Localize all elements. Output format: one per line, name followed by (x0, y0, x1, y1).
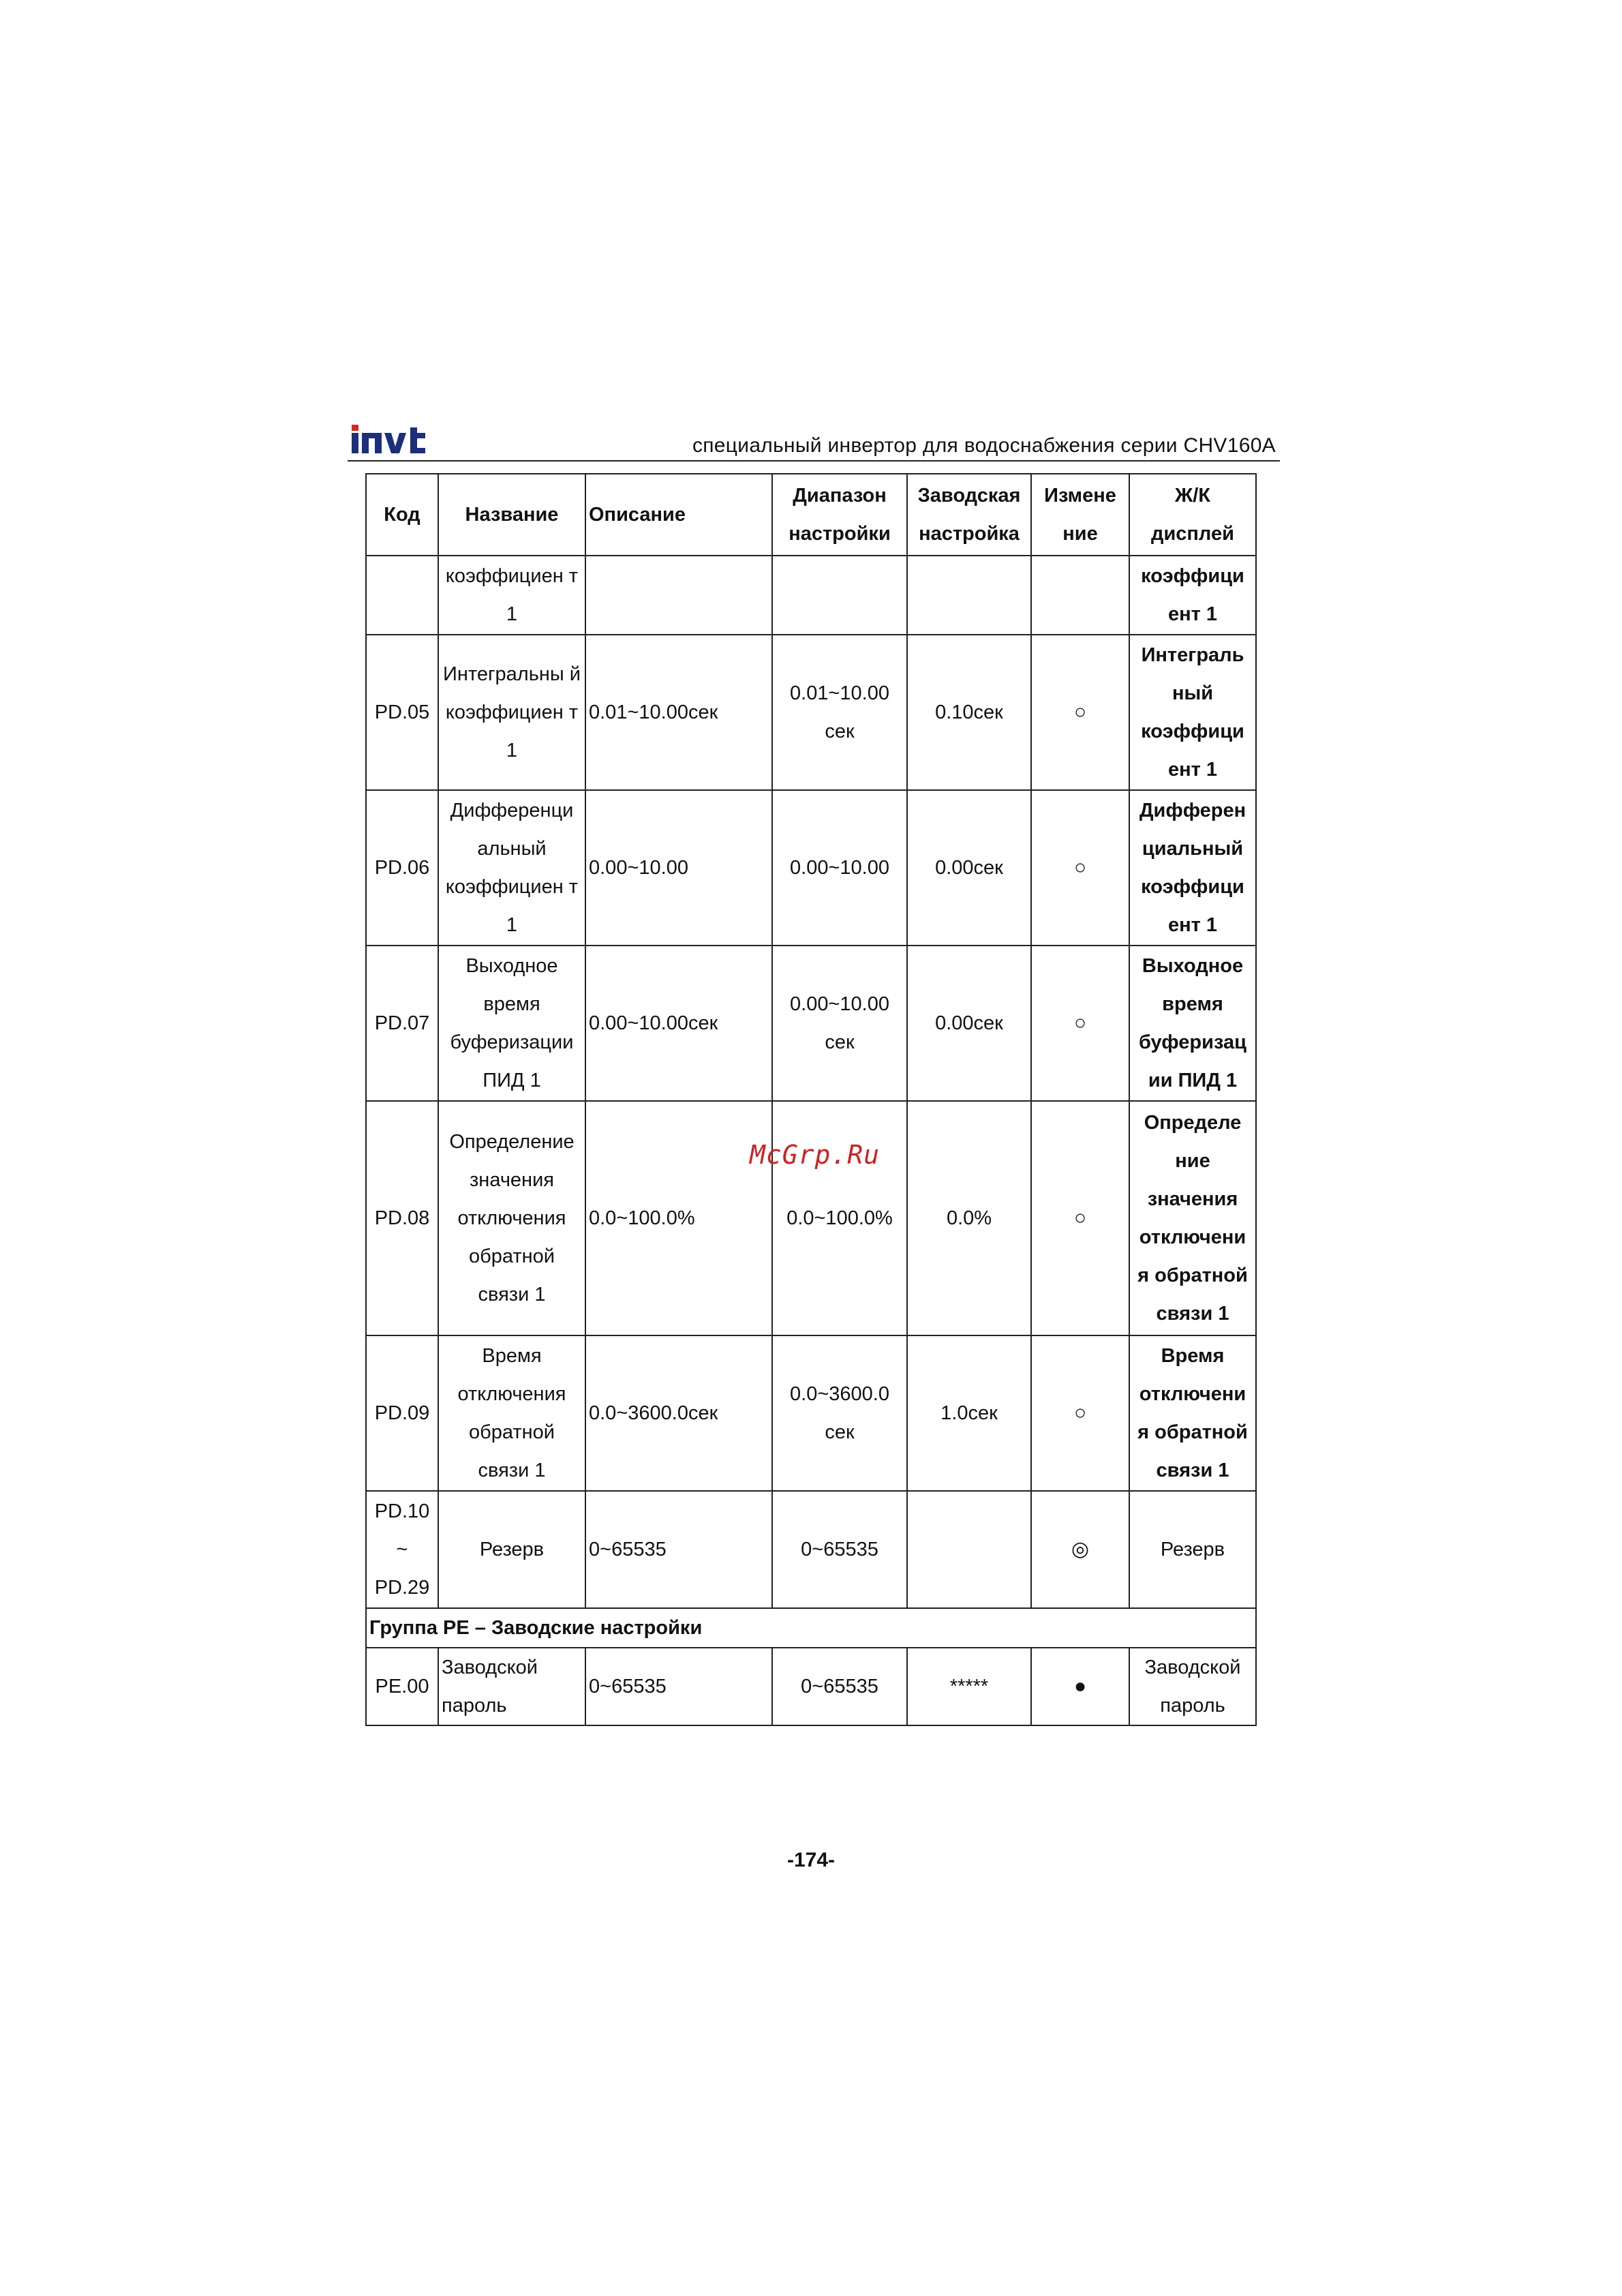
invt-logo (350, 423, 427, 455)
display-cell: Заводской пароль (1129, 1648, 1256, 1725)
column-header-default: Заводская настройка (907, 474, 1031, 556)
table-header-row (366, 474, 1256, 556)
description-cell (585, 556, 772, 635)
default-cell (907, 1491, 1031, 1608)
default-cell: 0.00сек (907, 946, 1031, 1101)
parameters-table (365, 473, 1257, 1726)
description-cell: 0~65535 (585, 1491, 772, 1608)
name-cell: Определение значения отключения обратной связи 1 (438, 1101, 585, 1335)
column-header-display: Ж/К дисплей (1129, 474, 1256, 556)
description-cell: 0.01~10.00сек (585, 635, 772, 790)
description-cell: 0.00~10.00 (585, 790, 772, 946)
table-row (366, 790, 1256, 946)
code-cell: PE.00 (366, 1648, 438, 1725)
watermark-text: McGrp.Ru (750, 1140, 881, 1170)
default-cell: ***** (907, 1648, 1031, 1725)
column-header-code: Код (366, 474, 438, 556)
code-cell: PD.08 (366, 1101, 438, 1335)
default-cell (907, 556, 1031, 635)
description-cell: 0.0~100.0% (585, 1101, 772, 1335)
change-cell (1031, 556, 1129, 635)
name-cell: Заводской пароль (438, 1648, 585, 1725)
description-cell: 0~65535 (585, 1648, 772, 1725)
change-cell: ● (1031, 1648, 1129, 1725)
code-cell (366, 556, 438, 635)
name-cell: Время отключения обратной связи 1 (438, 1335, 585, 1491)
range-cell: 0.0~3600.0 сек (772, 1335, 907, 1491)
code-cell: PD.05 (366, 635, 438, 790)
display-cell: Резерв (1129, 1491, 1256, 1608)
display-cell: Дифферен циальный коэффици ент 1 (1129, 790, 1256, 946)
range-cell: 0.00~10.00 (772, 790, 907, 946)
group-row (366, 1608, 1256, 1648)
table-row (366, 1101, 1256, 1335)
default-cell: 0.00сек (907, 790, 1031, 946)
range-cell: 0.0~100.0% (772, 1101, 907, 1335)
code-cell: PD.06 (366, 790, 438, 946)
range-cell: 0.00~10.00 сек (772, 946, 907, 1101)
table-row (366, 1648, 1256, 1725)
change-cell: ○ (1031, 1335, 1129, 1491)
column-header-range: Диапазон настройки (772, 474, 907, 556)
display-cell: Интеграль ный коэффици ент 1 (1129, 635, 1256, 790)
display-cell: Выходное время буферизац ии ПИД 1 (1129, 946, 1256, 1101)
change-cell: ○ (1031, 790, 1129, 946)
code-cell: PD.09 (366, 1335, 438, 1491)
default-cell: 1.0сек (907, 1335, 1031, 1491)
description-cell: 0.00~10.00сек (585, 946, 772, 1101)
range-cell: 0~65535 (772, 1491, 907, 1608)
column-header-name: Название (438, 474, 585, 556)
table-row (366, 635, 1256, 790)
name-cell: Интегральны й коэффициен т 1 (438, 635, 585, 790)
code-cell: PD.07 (366, 946, 438, 1101)
document-title: специальный инвертор для водоснабжения серии CHV160A (692, 434, 1276, 457)
table-row (366, 1335, 1256, 1491)
group-title: Группа PE – Заводские настройки (366, 1608, 1256, 1648)
range-cell (772, 556, 907, 635)
change-cell: ○ (1031, 1101, 1129, 1335)
display-cell: коэффици ент 1 (1129, 556, 1256, 635)
table-row (366, 556, 1256, 635)
name-cell: коэффициен т 1 (438, 556, 585, 635)
name-cell: Дифференци альный коэффициен т 1 (438, 790, 585, 946)
name-cell: Выходное время буферизации ПИД 1 (438, 946, 585, 1101)
column-header-change: Измене ние (1031, 474, 1129, 556)
range-cell: 0.01~10.00 сек (772, 635, 907, 790)
table-row (366, 1491, 1256, 1608)
default-cell: 0.10сек (907, 635, 1031, 790)
column-header-description: Описание (585, 474, 772, 556)
name-cell: Резерв (438, 1491, 585, 1608)
change-cell: ○ (1031, 946, 1129, 1101)
display-cell: Определе ние значения отключени я обратной связи 1 (1129, 1101, 1256, 1335)
code-cell: PD.10 ~ PD.29 (366, 1491, 438, 1608)
change-cell: ○ (1031, 635, 1129, 790)
display-cell: Время отключени я обратной связи 1 (1129, 1335, 1256, 1491)
default-cell: 0.0% (907, 1101, 1031, 1335)
range-cell: 0~65535 (772, 1648, 907, 1725)
description-cell: 0.0~3600.0сек (585, 1335, 772, 1491)
page-header (348, 419, 1280, 462)
change-cell: ◎ (1031, 1491, 1129, 1608)
page-number: -174- (786, 1849, 836, 1871)
table-row (366, 946, 1256, 1101)
